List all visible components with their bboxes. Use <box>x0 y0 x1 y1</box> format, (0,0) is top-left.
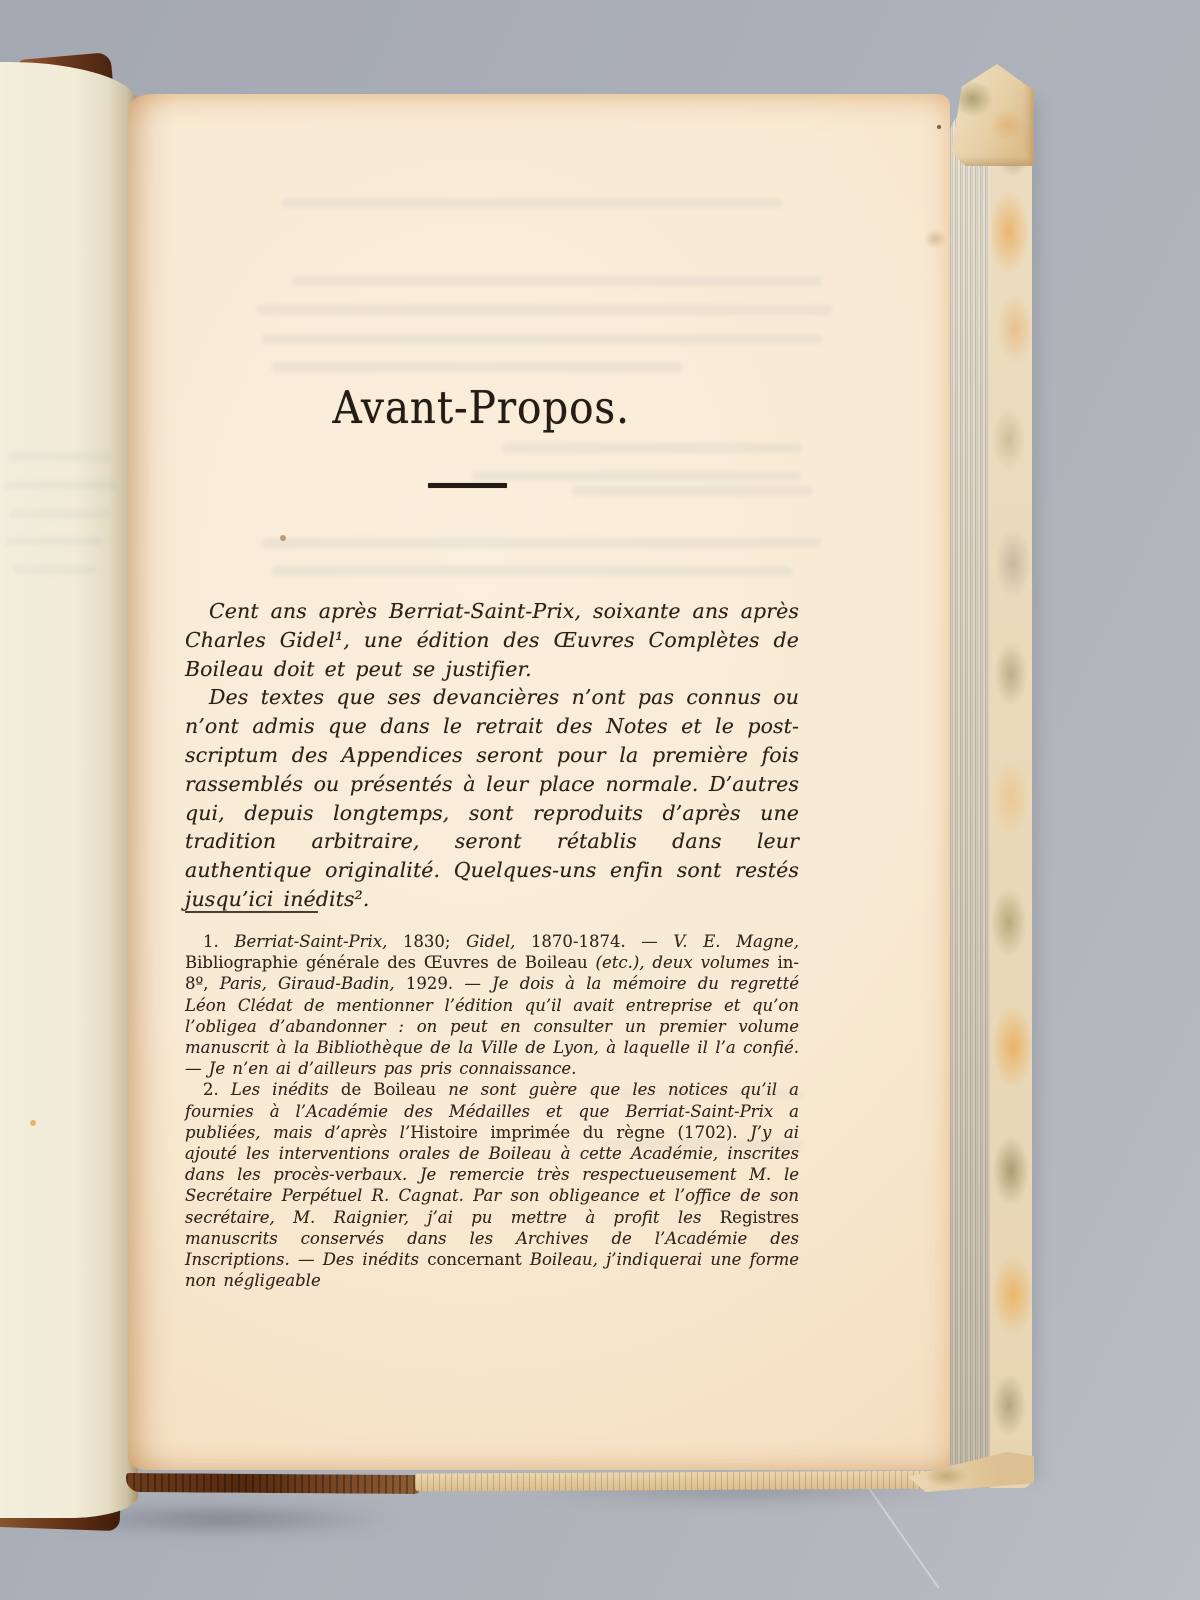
show-through-text <box>6 537 102 546</box>
show-through-text <box>472 471 802 481</box>
stain <box>280 535 286 541</box>
text-segment: in-8º, <box>185 953 799 994</box>
paragraph-2: Des textes que ses devancières n’ont pas connus ou n’ont admis que dans le retrait des Notes et le post-scriptum des Appendices seront pour la première fois rassemblés ou présentés à leur place normale. D’autres qui, depuis longtemps, sont reproduits d’après une tradition arbitraire, seront rétablis dans leur authentique originalité. Quelques-uns enfin sont restés jusqu’ici inédits². <box>185 685 799 911</box>
page-block-bottom-edge <box>415 1471 977 1492</box>
show-through-text <box>257 305 832 315</box>
show-through-text <box>292 276 822 286</box>
footnote-2 <box>185 1079 799 1291</box>
page-block-fore-edge <box>948 116 992 1464</box>
show-through-text <box>272 362 682 372</box>
footnote-1 <box>185 931 799 1079</box>
show-through-text <box>282 198 782 208</box>
text-segment: Histoire imprimée du règne (1702). <box>410 1122 751 1142</box>
show-through-text <box>572 486 812 496</box>
book-page <box>128 94 950 1470</box>
text-segment: concernant <box>427 1250 530 1270</box>
footnotes <box>185 931 799 1291</box>
show-through-text <box>272 566 792 576</box>
page-title: Avant-Propos. <box>332 381 630 434</box>
text-segment: 2. <box>203 1080 231 1100</box>
text-segment: Registres <box>719 1207 799 1227</box>
text-segment: (etc.), deux volumes <box>595 953 778 973</box>
text-segment: Paris, Giraud-Badin, <box>219 974 406 994</box>
body-text <box>185 597 799 914</box>
text-segment: Boileau, j’indiquerai une forme non négligeable <box>185 1250 799 1291</box>
show-through-text <box>502 443 802 453</box>
show-through-text <box>8 452 112 461</box>
show-through-text <box>10 509 110 518</box>
text-segment: 1929. <box>405 974 465 994</box>
facing-page <box>0 62 138 1518</box>
marbled-cover-edge <box>990 108 1032 1488</box>
text-segment: Berriat-Saint-Prix, <box>234 932 403 951</box>
board-edge-bottom <box>126 1473 422 1494</box>
text-segment: 1830; <box>402 932 467 951</box>
text-segment: de Boileau <box>340 1080 449 1100</box>
text-segment: manuscrits conservés dans les Archives de l’Académie des Inscriptions. — Des inédits <box>185 1228 799 1270</box>
footnote-separator <box>185 911 318 913</box>
text-segment: Les inédits <box>230 1080 341 1100</box>
paragraph-1: Cent ans après Berriat-Saint-Prix, soixante ans après Charles Gidel¹, une édition des Œuvres Complètes de Boileau doit et peut se justifier. <box>185 599 799 681</box>
show-through-text <box>14 565 96 574</box>
show-through-text <box>262 334 822 344</box>
stain <box>30 1120 36 1126</box>
stain <box>920 226 950 252</box>
title-rule <box>428 483 507 488</box>
text-segment: Bibliographie générale des Œuvres de Boileau <box>185 953 596 973</box>
text-segment: Gidel, <box>466 932 531 951</box>
text-segment: J’y ai ajouté les interventions orales de Boileau à cette Académie, inscrites dans les procès-verbaux. Je remercie très respectueusement M. le Secrétaire Perpétuel R. Cagnat. Par son obligeance et l’office de son secrétaire, M. Raignier, j’ai pu mettre à profit les <box>185 1122 800 1227</box>
text-segment: V. E. Magne, <box>673 932 799 951</box>
text-segment: ne sont guère que les notices qu’il a fournies à l’Académie des Médailles et que Berriat-Saint-Prix a publiées, mais d’après l’ <box>185 1080 799 1142</box>
show-through-text <box>262 538 822 548</box>
marbled-cover-fold-top <box>946 64 1034 166</box>
text-segment: 1870-1874. — <box>530 932 674 951</box>
text-segment: — Je dois à la mémoire du regretté Léon Clédat de mentionner l’édition qu’il avait entreprise et qu’on l’obligea d’abandonner : on peut en consulter un premier volume manuscrit à la Bibliothèque de la Ville de Lyon, à laquelle il l’a confié. — Je n’en ai d’ailleurs pas pris connaissance. <box>185 974 800 1079</box>
stain <box>937 125 941 129</box>
text-segment: 1. <box>203 932 235 951</box>
show-through-text <box>4 481 116 490</box>
